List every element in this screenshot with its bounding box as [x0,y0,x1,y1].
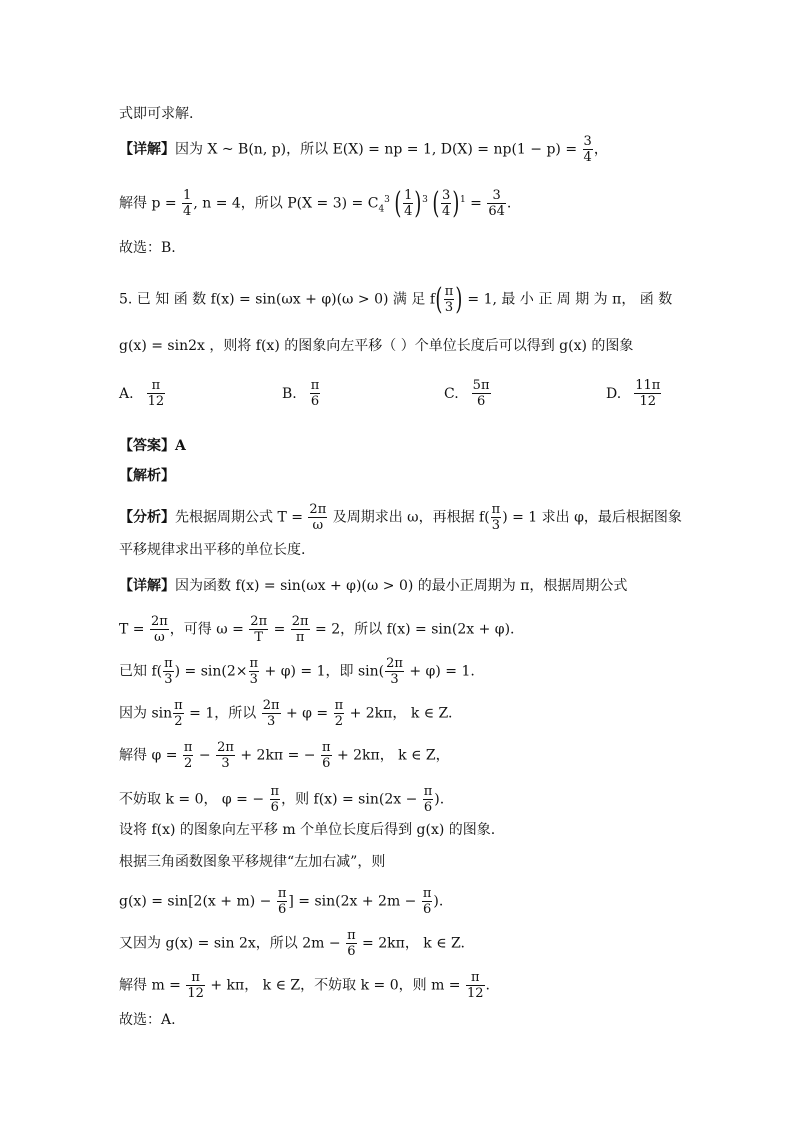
detail-line-1: 【详解】因为函数 f(x) = sin(ωx + φ)(ω > 0) 的最小正周期为 π，根据周期公式 [119,578,628,594]
detail-line-11: 解得 m = $\frac{\pi}{12}$ + kπ， k ∈ Z，不妨取 k = 0，则 m = $\frac{\pi}{12}$ . [119,970,490,1001]
stem-text-b: = 1, 最 小 正 周 期 为 π， 函 数 [462,291,673,308]
choice-line-final: 故选：A. [119,1012,176,1028]
fraction: $\frac{3}{4}$ [441,188,451,219]
option-b: B. $\frac{\pi}{6}$ [282,378,320,409]
superscript: 3 [384,194,390,205]
detail-line-4: 因为 sin $\frac{\pi}{2}$ = 1，所以 $\frac{2\pi}{3}$ + φ = $\frac{\pi}{2}$ + 2kπ， k ∈ Z. [119,698,453,729]
question-stem: 5. 已 知 函 数 f(x) = sin(ωx + φ)(ω > 0) 满 足 f( $\frac{\pi}{3}$ ) = 1, 最 小 正 周 期 为 π， 函 数 [119,281,673,317]
option-d: D. $\frac{11\pi}{12}$ [606,378,661,409]
stem-text: 5. 已 知 函 数 f(x) = sin(ωx + φ)(ω > 0) 满 足 f [119,291,435,308]
answer-line: 【答案】A [119,438,186,454]
option-a: A. $\frac{\pi}{12}$ [119,378,165,409]
solve-line: 解得 p = $\frac{1}{4}$ , n = 4，所以 $P(X = 3) = C_4^3$ ( $\frac{1}{4}$ )$^3$ ( $\frac{3}{4}$ )$^1$ = $\frac{3}{64}$ . [119,185,512,221]
detail-line-7: 设将 f(x) 的图象向左平移 m 个单位长度后得到 g(x) 的图象. [119,822,496,838]
detail-line-9: g(x) = sin[2(x + m) − $\frac{\pi}{6}$ ] = sin(2x + 2m − $\frac{\pi}{6}$ ). [119,886,444,917]
detail-tag: 【详解】 [119,141,175,158]
solve-text: 解得 p = [119,195,182,212]
detail-line-5: 解得 φ = $\frac{\pi}{2}$ − $\frac{2\pi}{3}$ + 2kπ = − $\frac{\pi}{6}$ + 2kπ， k ∈ Z， [119,740,450,771]
question-stem-line2: g(x) = sin2x ，则将 f(x) 的图象向左平移（ ）个单位长度后可以得到 g(x) 的图象 [119,338,634,354]
choice-line: 故选：B. [119,240,176,256]
analysis-title: 【解析】 [119,468,175,484]
analysis-tag: 【分析】 [119,509,175,526]
analysis-line2: 平移规律求出平移的单位长度. [119,542,306,558]
detail-line-10: 又因为 g(x) = sin 2x，所以 2m − $\frac{\pi}{6}$ = 2kπ， k ∈ Z. [119,928,465,959]
detail-text: 因为 X ~ B(n, p)，所以 E(X) = np = 1, D(X) = np(1 − p) = [175,141,582,158]
superscript: 3 [422,194,428,205]
fraction: $\frac{3}{4}$ [583,134,592,165]
detail-line-8: 根据三角函数图象平移规律“左加右减”，则 [119,854,386,870]
fraction: $\frac{1}{4}$ [183,188,192,219]
fraction: $\frac{3}{64}$ [488,188,505,219]
solve-text-b: , n = 4，所以 P(X = 3) = C [193,195,379,212]
detail-line [119,134,608,165]
superscript: 1 [459,194,466,205]
option-c: C. $\frac{5\pi}{6}$ [444,378,490,409]
punct: ， [593,141,608,158]
fraction: $\frac{1}{4}$ [404,188,413,219]
detail-line-2: T = $\frac{2\pi}{\omega}$ ，可得 ω = $\frac{2\pi}{T}$ = $\frac{2\pi}{\pi}$ = 2，所以 f(x) = sin(2x + φ). [119,614,515,645]
detail-line-6: 不妨取 k = 0， φ = − $\frac{\pi}{6}$ ，则 f(x) = sin(2x − $\frac{\pi}{6}$ ). [119,784,445,815]
text-line: 式即可求解. [119,106,194,122]
equals: = [465,195,487,212]
detail-line-3: 已知 f( $\frac{\pi}{3}$ ) = sin(2× $\frac{\pi}{3}$ + φ) = 1，即 sin( $\frac{2\pi}{3}$ + φ) = 1. [119,656,475,687]
fraction: $\frac{\pi}{3}$ [444,284,454,315]
subscript: 4 [378,204,385,215]
analysis-line: 【分析】先根据周期公式 T = $\frac{2\pi}{\omega}$ 及周期求出 ω，再根据 f( $\frac{\pi}{3}$ ) = 1 求出 φ，最后根据图象 [119,502,682,533]
